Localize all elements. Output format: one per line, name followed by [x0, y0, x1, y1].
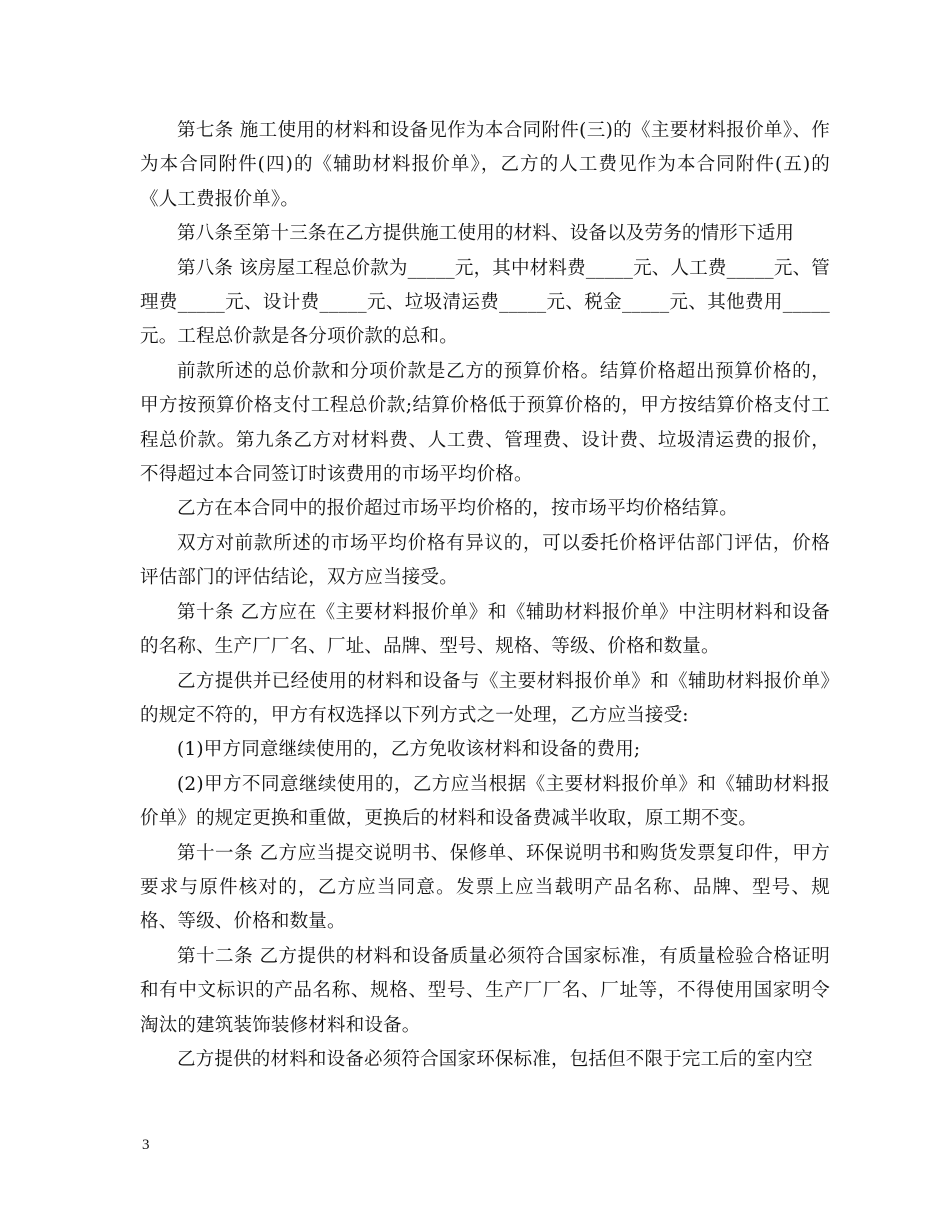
page-number: 3	[142, 1137, 150, 1153]
paragraph-budget-price: 前款所述的总价款和分项价款是乙方的预算价格。结算价格超出预算价格的，甲方按预算价格支付工程总价款;结算价格低于预算价格的，甲方按结算价格支付工程总价款。第九条乙方对材料费、人工费、管理费、设计费、垃圾清运费的报价，不得超过本合同签订时该费用的市场平均价格。	[140, 360, 830, 486]
paragraph-article-11: 第十一条 乙方应当提交说明书、保修单、环保说明书和购货发票复印件，甲方要求与原件核对的，乙方应当同意。发票上应当载明产品名称、品牌、型号、规格、等级、价格和数量。	[140, 842, 830, 933]
paragraph-market-price-settlement: 乙方在本合同中的报价超过市场平均价格的，按市场平均价格结算。	[177, 498, 739, 520]
paragraph-scope-note: 第八条至第十三条在乙方提供施工使用的材料、设备以及劳务的情形下适用	[177, 223, 795, 245]
paragraph-environmental-standard: 乙方提供的材料和设备必须符合国家环保标准，包括但不限于完工后的室内空	[177, 1048, 813, 1070]
paragraph-option-1: (1)甲方同意继续使用的，乙方免收该材料和设备的费用;	[177, 739, 641, 761]
paragraph-price-dispute: 双方对前款所述的市场平均价格有异议的，可以委托价格评估部门评估，价格评估部门的评估结论，双方应当接受。	[140, 532, 830, 589]
document-body	[140, 114, 830, 1077]
paragraph-nonconforming-materials: 乙方提供并已经使用的材料和设备与《主要材料报价单》和《辅助材料报价单》的规定不符的，甲方有权选择以下列方式之一处理，乙方应当接受:	[140, 670, 830, 726]
paragraph-option-2: (2)甲方不同意继续使用的，乙方应当根据《主要材料报价单》和《辅助材料报价单》的规定更换和重做，更换后的材料和设备费减半收取，原工期不变。	[140, 773, 830, 830]
paragraph-article-7: 第七条 施工使用的材料和设备见作为本合同附件(三)的《主要材料报价单》、作为本合同附件(四)的《辅助材料报价单》，乙方的人工费见作为本合同附件(五)的《人工费报价单》。	[140, 120, 830, 210]
paragraph-article-10: 第十条 乙方应在《主要材料报价单》和《辅助材料报价单》中注明材料和设备的名称、生产厂厂名、厂址、品牌、型号、规格、等级、价格和数量。	[140, 601, 830, 658]
paragraph-article-8: 第八条 该房屋工程总价款为_____元，其中材料费_____元、人工费_____元、管理费_____元、设计费_____元、垃圾清运费_____元、税金_____元、其他费用_____元。工程总价款是各分项价款的总和。	[140, 257, 830, 348]
paragraph-article-12: 第十二条 乙方提供的材料和设备质量必须符合国家标准，有质量检验合格证明和有中文标识的产品名称、规格、型号、生产厂厂名、厂址等，不得使用国家明令淘汰的建筑装饰装修材料和设备。	[140, 945, 830, 1036]
